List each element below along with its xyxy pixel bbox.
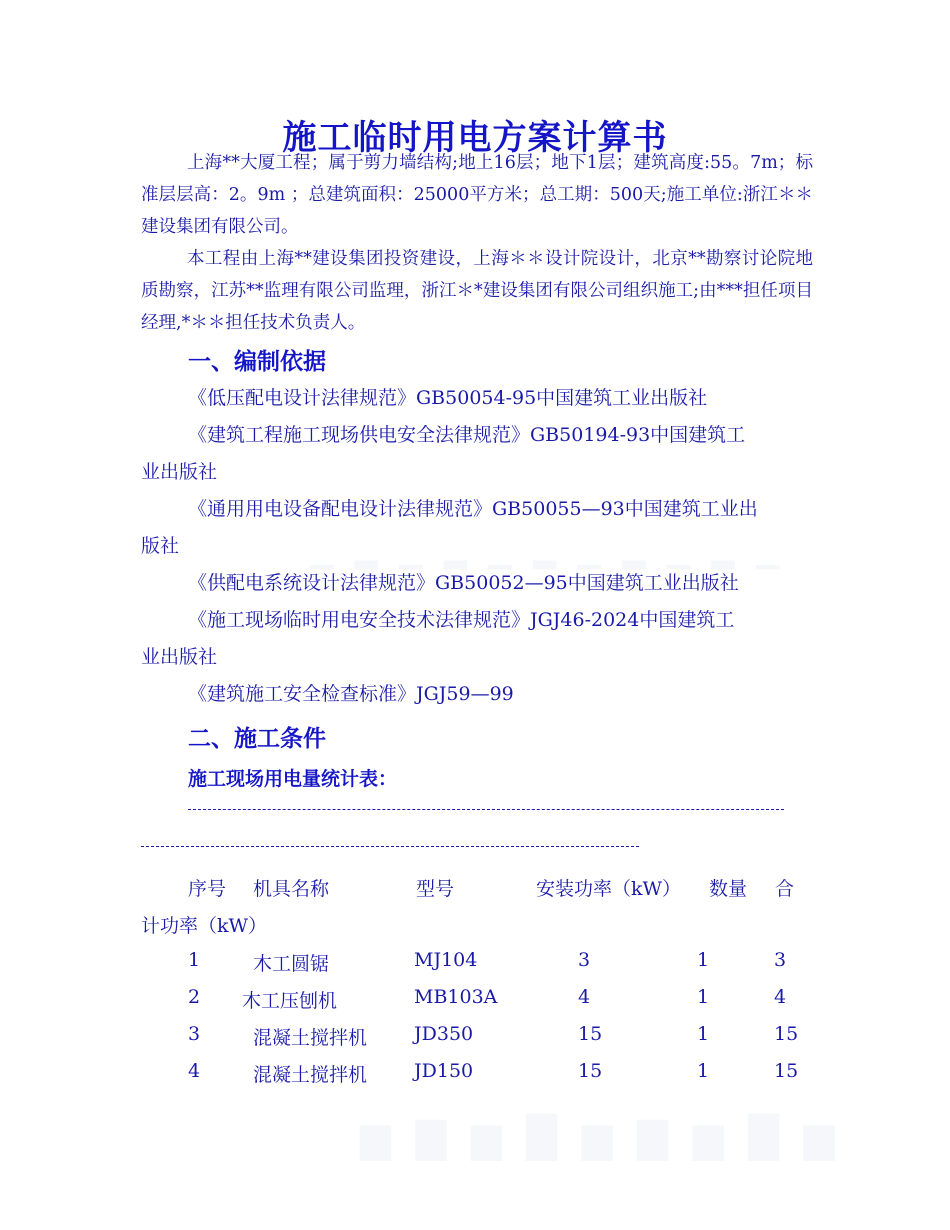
- table-header-no: 序号: [188, 878, 227, 900]
- reference-line: 《建筑工程施工现场供电安全法律规范》GB50194-93中国建筑工: [188, 424, 746, 446]
- table-header-qty: 数量: [709, 878, 748, 900]
- table-cell-name: 混凝土搅拌机: [253, 1064, 368, 1086]
- reference-line: 《施工现场临时用电安全技术法律规范》JGJ46-2024中国建筑工: [188, 609, 735, 631]
- table-cell-power: 15: [578, 1023, 603, 1045]
- table-cell-power: 3: [578, 949, 591, 971]
- table-cell-qty: 1: [697, 1023, 710, 1045]
- table-cell-name: 混凝土搅拌机: [253, 1027, 368, 1049]
- table-cell-total: 15: [774, 1023, 799, 1045]
- table-cell-qty: 1: [697, 949, 710, 971]
- reference-line: 《通用用电设备配电设计法律规范》GB50055—93中国建筑工业出: [188, 498, 758, 520]
- faint-watermark: ▁ ▂ ▁ ▂ ▁ ▂ ▁ ▂ ▁ ▂ ▁: [310, 535, 786, 570]
- reference-line: 《供配电系统设计法律规范》GB50052—95中国建筑工业出版社: [188, 572, 739, 594]
- table-cell-name: 木工圆锯: [253, 953, 330, 975]
- table-cell-model: MJ104: [414, 949, 478, 971]
- table-cell-model: JD350: [414, 1023, 474, 1045]
- table-divider: [188, 809, 784, 810]
- table-divider: [141, 846, 639, 847]
- intro-paragraph-2: 本工程由上海**建设集团投资建设，上海＊＊设计院设计，北京**勘察讨论院地质勘察，江苏**监理有限公司监理，浙江＊*建设集团有限公司组织施工;由***担任项目经理,*＊＊担任技术负责人。: [141, 249, 813, 333]
- faint-watermark: ▆ ▇ ▆ █ ▆ ▇ ▆ █ ▆: [360, 1115, 841, 1161]
- document-title: 施工临时用电方案计算书: [282, 118, 668, 158]
- table-cell-no: 3: [188, 1023, 201, 1045]
- table-cell-total: 4: [774, 986, 787, 1008]
- section-heading-conditions: 二、施工条件: [188, 726, 326, 752]
- table-cell-power: 15: [578, 1060, 603, 1082]
- table-cell-no: 4: [188, 1060, 201, 1082]
- reference-line: 《低压配电设计法律规范》GB50054-95中国建筑工业出版社: [188, 387, 708, 409]
- intro-paragraph-1: 上海**大厦工程；属于剪力墙结构;地上16层；地下1层；建筑高度:55。7m；标准层层高：2。9m ；总建筑面积：25000平方米；总工期：500天;施工单位:浙江＊＊建设集团有限公司。: [141, 153, 813, 237]
- table-header-name: 机具名称: [253, 878, 330, 900]
- table-cell-no: 2: [188, 986, 201, 1008]
- table-cell-power: 4: [578, 986, 591, 1008]
- table-cell-total: 3: [774, 949, 787, 971]
- reference-line-continued: 业出版社: [141, 461, 218, 483]
- reference-line: 《建筑施工安全检查标准》JGJ59—99: [188, 683, 514, 705]
- table-header-power: 安装功率（kW）: [536, 878, 682, 900]
- table-cell-no: 1: [188, 949, 201, 971]
- reference-line-continued: 版社: [141, 535, 180, 557]
- table-header-total-continued: 计功率（kW）: [141, 915, 268, 937]
- table-cell-qty: 1: [697, 986, 710, 1008]
- table-cell-total: 15: [774, 1060, 799, 1082]
- table-cell-name: 木工压刨机: [242, 990, 338, 1012]
- table-cell-model: JD150: [414, 1060, 474, 1082]
- table-header-total: 合: [775, 878, 795, 900]
- section-heading-basis: 一、编制依据: [188, 349, 326, 375]
- reference-line-continued: 业出版社: [141, 646, 218, 668]
- table-cell-qty: 1: [697, 1060, 710, 1082]
- table-cell-model: MB103A: [414, 986, 498, 1008]
- table-title: 施工现场用电量统计表：: [188, 768, 398, 790]
- table-header-model: 型号: [416, 878, 455, 900]
